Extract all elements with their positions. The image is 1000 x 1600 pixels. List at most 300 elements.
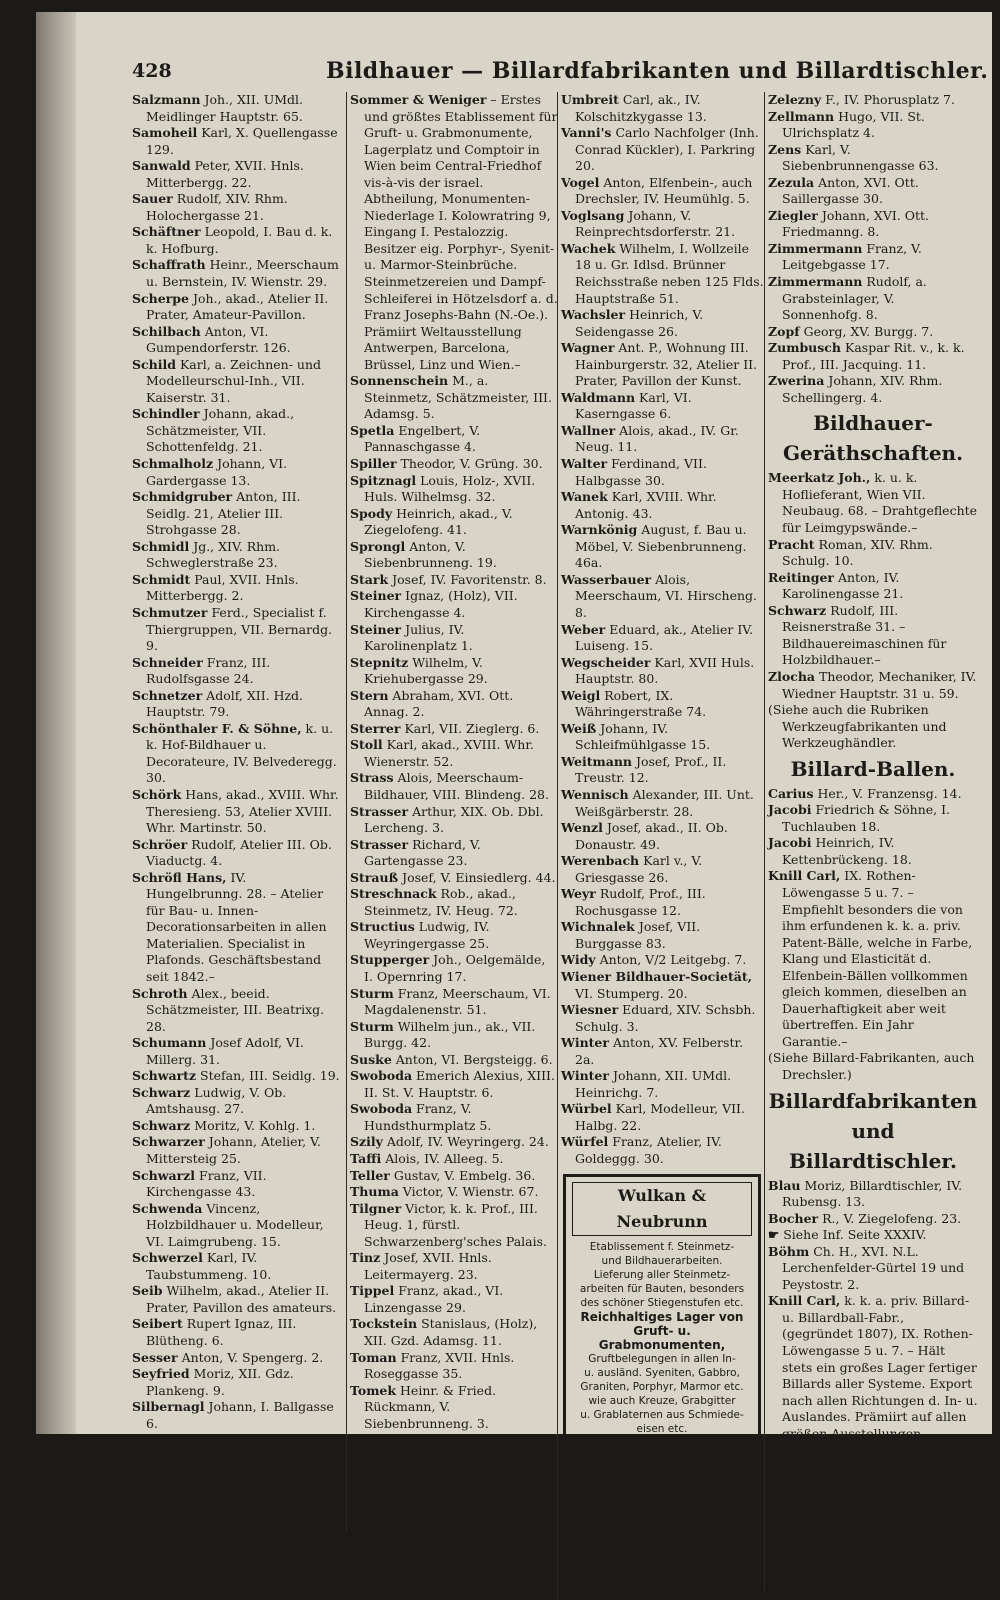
entry-text: Rudolf, III. Reisnerstraße 31. – Bildhauereimaschinen für Holzbildhauer.– <box>782 602 947 668</box>
directory-entry <box>561 423 765 456</box>
running-head: Bildhauer — Billardfabrikanten und Billardtischler. <box>326 58 989 84</box>
entry-text: Johann, akad., Schätzmeister, VII. Schottenfeldg. 21. <box>146 406 295 455</box>
entry-text: Karl v., V. Griesgasse 26. <box>575 853 703 885</box>
entry-name: Salzmann <box>132 92 201 107</box>
directory-entry <box>768 537 978 570</box>
entry-text: Johann, XII. Wnz. Pfarrg. 20. <box>364 1432 520 1464</box>
entry-text: Engelbert, V. Pannaschgasse 4. <box>364 422 481 455</box>
section-heading: Billardfabrikanten und Billardtischler. <box>768 1088 978 1173</box>
directory-entry <box>768 109 978 142</box>
entry-name: Schäftner <box>132 224 201 240</box>
entry-name: Sprongl <box>350 538 406 554</box>
entry-name: Sauer <box>132 191 173 207</box>
entry-text: Louis, Holz-, XVII. Huls. Wilhelmsg. 32. <box>364 472 536 505</box>
entry-name: Schwerzel <box>132 1250 203 1266</box>
directory-entry <box>132 1035 342 1068</box>
entry-text: Karl, a. Zeichnen- und Modelleurschul-Inh., VII. Kaiserstr. 31. <box>146 356 321 405</box>
advertisement-line: Wien XI/1 Ausser der <box>591 1435 733 1450</box>
directory-entry <box>561 175 765 208</box>
entry-text: Paul, XVII. Hnls. Mitterbergg. 2. <box>146 571 299 604</box>
directory-entry <box>132 357 342 407</box>
entry-name: Meerkatz Joh., <box>768 470 871 486</box>
entry-text: Ch. H., XVI. N.L. Lerchenfelder-Gürtel 19 und Peystostr. 2. <box>782 1243 965 1292</box>
entry-text: Jg., XIV. Rhm. Schweglerstraße 23. <box>146 538 281 571</box>
directory-entry <box>132 1366 342 1399</box>
directory-entry <box>132 688 342 721</box>
entry-text: Friedrich & Söhne, I. Tuchlauben 18. <box>782 802 951 834</box>
directory-entry <box>350 1052 558 1069</box>
entry-text: Alex., beeid. Schätzmeister, III. Beatrixg. 28. <box>146 985 325 1034</box>
directory-entry <box>132 655 342 688</box>
entry-name: Swoboda <box>350 1101 413 1117</box>
entry-name: Schild <box>132 356 176 372</box>
directory-entry <box>350 1134 558 1151</box>
entry-text: Emerich Alexius, XIII. II. St. V. Hauptstr. 6. <box>364 1068 555 1100</box>
entry-text: Franz, V. Hundsthurmplatz 5. <box>364 1101 492 1133</box>
entry-name: Steiner <box>350 588 402 604</box>
entry-name: Seib <box>132 1283 163 1299</box>
entry-name: Sturm <box>350 985 394 1001</box>
advertisement-line: Etablissement f. Steinmetz- <box>589 1240 735 1253</box>
entry-name: Schwarzl <box>132 1167 196 1183</box>
entry-text: Franz, V. Leitgebgasse 17. <box>782 240 922 273</box>
directory-entry <box>350 804 558 837</box>
directory-entry <box>350 737 558 770</box>
entry-text: Karl, VI. Kaserngasse 6. <box>575 389 692 422</box>
advertisement-line: Lieferung aller Steinmetz- <box>593 1268 731 1281</box>
directory-entry <box>350 919 558 952</box>
directory-entry <box>768 92 978 109</box>
entry-text: (Siehe Billard-Fabrikanten, auch Drechsler.) <box>768 1050 975 1082</box>
entry-text: Josef, Prof., II. Treustr. 12. <box>575 753 727 786</box>
directory-entry <box>132 456 342 489</box>
advertisement-title: Wulkan & Neubrunn <box>572 1182 752 1236</box>
entry-name: Steiner <box>350 621 402 637</box>
entry-name: Schmalholz <box>132 456 214 472</box>
entry-text: Johann, VI. Gardergasse 13. <box>146 456 288 488</box>
directory-entry <box>132 291 342 324</box>
entry-text: Franz, VII. Kirchengasse 43. <box>146 1167 267 1200</box>
entry-text: Karl, Modelleur, VII. Halbg. 22. <box>575 1101 745 1133</box>
entry-text: Franz, XVII. Hnls. Roseggasse 35. <box>364 1349 515 1382</box>
entry-text: Karl, XVIII. Whr. Antonig. 43. <box>575 489 717 521</box>
entry-text: Anton, V. Unt. Bräuhausgasse 48. <box>146 1465 267 1497</box>
directory-entry <box>561 125 765 175</box>
entry-name: Productiv-Genossenschaft <box>768 1508 951 1524</box>
entry-text: M., a. Steinmetz, Schätzmeister, III. Adamsg. 5. <box>364 373 552 422</box>
entry-text: Carlo Nachfolger (Inh. Conrad Kückler), I. Parkring 20. <box>575 125 759 174</box>
entry-name: Tomek <box>350 1382 397 1398</box>
directory-entry <box>132 539 342 572</box>
column-4-entries <box>768 92 978 406</box>
directory-entry <box>350 870 558 887</box>
entry-name: Schaffrath <box>132 257 206 273</box>
entry-name: Weiß <box>561 720 597 736</box>
entry-name: Voglsang <box>561 207 625 223</box>
entry-text: Josef, IV. Favoritenstr. 8. <box>392 571 547 587</box>
directory-entry <box>768 669 978 702</box>
entry-name: Schröer <box>132 836 188 852</box>
entry-text: Vincenz, Holzbildhauer u. Modelleur, VI. Laimgrubeng. 15. <box>146 1200 324 1249</box>
entry-text: Alois, IV. Alleeg. 5. <box>385 1151 504 1166</box>
entry-name: Vogel <box>561 174 600 190</box>
directory-entry <box>768 1211 978 1228</box>
entry-text: Josef Adolf, VI. Millerg. 31. <box>146 1035 304 1067</box>
directory-entry <box>350 1068 558 1101</box>
entry-text: Wilhelm, I. Wollzeile 18 u. Gr. Idlsd. Brünner Reichsstraße neben 125 Flds. Hauptstraße 51. <box>575 240 764 306</box>
directory-entry <box>350 1465 558 1498</box>
entry-name: Strauß <box>350 869 399 885</box>
entry-name: Zellmann <box>768 108 835 124</box>
entry-text: Alexander, III. Unt. Weißgärberstr. 28. <box>575 786 754 819</box>
directory-entry <box>561 1534 765 1567</box>
column-2 <box>346 92 558 1532</box>
entry-name: Spiller <box>350 456 397 472</box>
directory-entry <box>132 837 342 870</box>
entry-name: Wegscheider <box>561 654 651 670</box>
entry-name: Seibert <box>132 1316 183 1332</box>
entry-text: Rob., akad., Steinmetz, IV. Heug. 72. <box>364 886 518 918</box>
directory-entry <box>132 257 342 290</box>
directory-entry <box>132 1168 342 1201</box>
entry-text: Moriz, Billardtischler, IV. Rubensg. 13. <box>782 1177 963 1210</box>
directory-entry <box>768 1244 978 1294</box>
entry-name: Schröfl Hans, <box>132 869 227 885</box>
directory-entry <box>768 786 978 803</box>
entry-name: Walter <box>561 456 608 472</box>
entry-text: Rudolf, Prof., III. Rochusgasse 12. <box>575 886 706 918</box>
directory-entry <box>132 406 342 456</box>
entry-name: Swoboda <box>350 1068 413 1084</box>
directory-entry <box>350 423 558 456</box>
entry-name: Schneider <box>132 654 203 670</box>
entry-name: Werenbach <box>561 853 640 869</box>
entry-text: Franz, III. Rudolfsgasse 24. <box>146 654 271 687</box>
entry-name: Wenzl <box>561 820 603 836</box>
entry-name: Wanek <box>561 489 608 505</box>
entry-text: Anton, V/2 Leitgebg. 7. <box>599 952 747 968</box>
directory-entry <box>561 721 765 754</box>
entry-name: Würfel <box>561 1134 609 1150</box>
book-binding-shadow <box>36 12 76 1434</box>
entry-name: Spitznagl <box>350 472 417 488</box>
entry-name: Teller <box>350 1167 390 1183</box>
entry-name: Scherpe <box>132 290 189 306</box>
directory-entry <box>561 820 765 853</box>
entry-text: Gebhart, X. Quelleng. 145. <box>146 1564 314 1597</box>
directory-entry <box>561 307 765 340</box>
entry-text: Josef, V. Einsiedlerg. 44. <box>402 869 556 885</box>
advertisement-line: arbeiten für Bauten, besonders <box>579 1282 745 1295</box>
entry-name: Bocher <box>768 1210 819 1226</box>
directory-entry <box>350 1184 558 1201</box>
directory-entry <box>561 622 765 655</box>
directory-entry <box>561 390 765 423</box>
entry-name: Schumann <box>132 1035 207 1051</box>
entry-text: für Möbel-, Bau- und Billardtischlerei, reg. Genoss. m. unbeschr. Haftung, V. Griesg. 30. <box>782 1508 974 1590</box>
entry-text: Ferd., Specialist f. Thiergruppen, VII. Bernardg. 9. <box>146 604 333 654</box>
entry-text: Rupert Ignaz, III. Blütheng. 6. <box>146 1316 297 1349</box>
directory-entry <box>132 191 342 224</box>
entry-name: Schmidgruber <box>132 489 233 505</box>
directory-entry <box>561 456 765 489</box>
entry-name: Stepnitz <box>350 654 409 670</box>
entry-name: Silbernagl <box>132 1399 205 1415</box>
entry-text: Joh., Oelgemälde, I. Opernring 17. <box>364 952 546 984</box>
entry-text: Franz, Atelier, IV. Weyringerg. 24. <box>146 1498 298 1531</box>
directory-entry <box>768 570 978 603</box>
entry-text: Eduard, XIV. Schsbh. Schulg. 3. <box>575 1002 756 1034</box>
entry-text: Johann, I. Ballgasse 6. <box>146 1399 334 1431</box>
entry-text: Alois, akad., IV. Gr. Neug. 11. <box>575 422 739 455</box>
entry-text: Hugo, VII. St. Ulrichsplatz 4. <box>782 108 925 141</box>
entry-text: Gustav & Alois, V. Rampersdorfg. 14. <box>364 1498 541 1531</box>
directory-entry <box>350 1498 558 1531</box>
directory-entry <box>132 605 342 655</box>
entry-name: Wiener Bildhauer-Societät, <box>561 968 752 984</box>
entry-text: Heinr. & Fried. Rückmann, V. Siebenbrunneng. 3. <box>364 1382 497 1431</box>
directory-entry <box>561 1002 765 1035</box>
entry-name: Ziegler <box>768 207 818 223</box>
column-3-entries-after <box>561 1534 765 1600</box>
entry-name: Winter <box>561 1068 609 1084</box>
advertisement-line: u. Grablaternen aus Schmiede- <box>580 1408 744 1421</box>
directory-page <box>36 12 992 1599</box>
advertisement-box <box>563 1174 761 1528</box>
entry-name: Spetla <box>350 422 395 438</box>
entry-name: Stern <box>350 687 389 703</box>
entry-text: IX. Rothen-Löwengasse 5 u. 7. – Empfiehlt besonders die von ihm erfundenen k. k. a. priv. Patent-Bälle, welche in Farbe, Klang und Elasticität d. Elfenbein-Bällen vollkommen gleich kommen, dieselben an Dauerhaftigkeit aber weit übertreffen. Ein Jahr Garantie.– <box>782 868 973 1049</box>
entry-text: Johann, V. Reinprechtsdorferstr. 21. <box>575 207 736 240</box>
entry-text: Her., V. Franzensg. 14. <box>817 785 962 801</box>
entry-text: Anton, VI. Bergsteigg. 6. <box>395 1051 553 1067</box>
directory-entry <box>768 1178 978 1211</box>
entry-name: Zwerina <box>768 373 825 389</box>
entry-text: Karl, X. Quellengasse 129. <box>146 125 338 157</box>
entry-text: Karl, akad., XVIII. Whr. Wienerstr. 52. <box>364 737 534 769</box>
entry-text: Karl, IV. Taubstummeng. 10. <box>146 1250 272 1282</box>
entry-text: – Erstes und größtes Etablissement für Gruft- u. Grabmonumente, Lagerplatz und Comptoir in Wien beim Central-Friedhof vis-à-vis der israel. Abtheilung, Monumenten-Niederlage I. Kolowratring 9, Eingang I. Pestalozzig. Besitzer eig. Porphyr-, Syenit- u. Marmor-Steinbrüche. Steinmetzereien und Dampf-Schleiferei in Hötzelsdorf a. d. Franz Josephs-Bahn (N.-Oe.). Prämiirt Weltausstellung Antwerpen, Barcelona, Brüssel, Linz und Wien.– <box>364 92 558 372</box>
entry-text: Arthur, XIX. Ob. Dbl. Lercheng. 3. <box>364 803 544 836</box>
entry-text: Anton, III. Seidlg. 21, Atelier III. Strohgasse 28. <box>146 489 301 538</box>
entry-name: Strasser <box>350 836 409 852</box>
directory-entry <box>350 1250 558 1283</box>
directory-entry <box>768 1475 978 1508</box>
directory-entry <box>132 1250 342 1283</box>
directory-entry <box>132 1498 342 1531</box>
entry-name: Vanni's <box>561 125 612 141</box>
entry-text: Robert, IX. Währingerstraße 74. <box>575 687 707 720</box>
entry-name: Schwenda <box>132 1200 203 1216</box>
advertisement-lines <box>572 1240 752 1520</box>
entry-text: Theodor, Mechaniker, IV. Wiedner Hauptstr. 31 u. 59. <box>782 668 977 701</box>
directory-entry <box>561 787 765 820</box>
directory-entry <box>768 470 978 536</box>
directory-entry <box>350 886 558 919</box>
entry-text: Carl, ak., IV. Kolschitzkygasse 13. <box>575 92 707 124</box>
entry-text: Johann, XVI. Ott. Friedmanng. 8. <box>782 207 930 240</box>
entry-name: Zdobinsky <box>561 1566 633 1582</box>
directory-entry <box>132 324 342 357</box>
entry-text: Peter, XVII. Hnls. Mitterbergg. 22. <box>146 158 304 190</box>
directory-entry <box>561 754 765 787</box>
directory-entry <box>132 125 342 158</box>
entry-name: Sesser <box>132 1349 178 1365</box>
entry-text: Franz, Atelier, IV. Goldeggg. 30. <box>575 1134 722 1166</box>
entry-name: Wachsler <box>561 307 626 323</box>
entry-text: Anton, XVI. Ott. Saillergasse 30. <box>782 174 919 207</box>
directory-entry <box>768 241 978 274</box>
entry-name: Lichtenberg <box>768 1442 854 1458</box>
directory-entry <box>350 539 558 572</box>
entry-name: Taffi <box>350 1151 382 1166</box>
directory-entry <box>768 1050 978 1083</box>
directory-entry <box>132 1565 342 1598</box>
directory-entry <box>561 572 765 622</box>
directory-entry <box>132 787 342 837</box>
entry-name: ☛ <box>768 1227 780 1243</box>
directory-entry <box>561 92 765 125</box>
entry-text: Johann, XII. UMdl. Heinrichg. 7. <box>575 1068 732 1100</box>
advertisement-line: Postsparcassen-Conto 826,030. <box>586 1491 738 1520</box>
entry-name: Strasser <box>350 803 409 819</box>
advertisement-line: Gruftbelegungen in allen In- <box>588 1352 736 1365</box>
entry-name: Wachek <box>561 240 616 256</box>
directory-entry <box>561 340 765 390</box>
directory-entry <box>350 986 558 1019</box>
entry-name: Sterrer <box>350 720 401 736</box>
directory-entry <box>132 1201 342 1251</box>
entry-name: Schmutzer <box>132 604 208 620</box>
entry-text: Rudolf, XIV. Rhm. Holochergasse 21. <box>146 191 288 223</box>
directory-entry <box>561 853 765 886</box>
entry-name: Structius <box>350 919 415 935</box>
entry-name: Schwarz <box>132 1117 191 1133</box>
directory-entry <box>132 1532 342 1565</box>
entry-text: Joh., XII. UMdl. Meidlinger Hauptstr. 65. <box>146 92 304 124</box>
entry-text: Ludwig, IV. Weyringergasse 25. <box>364 919 490 951</box>
section-entries <box>768 470 978 751</box>
entry-name: Weitmann <box>561 753 632 769</box>
entry-text: k. u. k. Hof-Bildhauer u. Decorateure, IV. Belvederegg. 30. <box>146 720 337 786</box>
directory-entry <box>132 1118 342 1135</box>
entry-text: Karl, XVII Huls. Hauptstr. 80. <box>575 654 755 687</box>
directory-entry <box>561 1134 765 1167</box>
directory-entry <box>768 868 978 1050</box>
entry-text: Ferd., Prof., VII. Sigmundsg. 10. <box>146 1531 294 1564</box>
directory-entry <box>132 572 342 605</box>
entry-text: Rudolf, a. Grabsteinlager, V. Sonnenhofg. 8. <box>782 274 927 323</box>
entry-name: Zajradnik <box>561 1533 629 1549</box>
advertisement-line: (Anfang der Simmeringer Hauptstrasse.) <box>595 1464 729 1491</box>
directory-entry <box>561 969 765 1002</box>
directory-entry <box>132 1399 342 1432</box>
directory-entry <box>768 1293 978 1442</box>
entry-text: Moritz, V. Kohlg. 1. <box>194 1117 316 1133</box>
directory-entry <box>350 688 558 721</box>
entry-name: Schwarz <box>768 602 827 618</box>
directory-entry <box>768 340 978 373</box>
page-number: 428 <box>132 60 172 82</box>
directory-entry <box>350 92 558 373</box>
advertisement-line: St. Marxer-Linie. <box>605 1449 719 1464</box>
entry-name: Jacobi <box>768 802 812 818</box>
entry-name: Winter <box>561 1035 609 1051</box>
entry-text: Siehe Inf. Seite XXXIV. <box>783 1227 927 1243</box>
entry-text: Victor, k. k. Prof., III. Heug. 1, fürstl. Schwarzenberg'sches Palais. <box>364 1200 547 1249</box>
entry-name: Schindler <box>132 406 200 422</box>
directory-entry <box>132 1134 342 1167</box>
directory-entry <box>561 886 765 919</box>
entry-name: Tronchetti <box>350 1498 424 1514</box>
entry-name: Warnkönig <box>561 522 638 538</box>
entry-text: Franz, akad., III. Am Heumarkt 9. <box>575 1533 764 1566</box>
entry-text: Heinrich, V. Seidengasse 26. <box>575 307 704 339</box>
directory-entry <box>768 1227 978 1244</box>
entry-text: Josef, akad., II. Ob. Donaustr. 49. <box>575 820 728 852</box>
entry-text: Stefan, III. Seidlg. 19. <box>200 1068 340 1084</box>
entry-name: Stoll <box>350 737 383 753</box>
directory-entry <box>350 770 558 803</box>
entry-name: Schmidt <box>132 571 191 587</box>
directory-entry <box>350 572 558 589</box>
directory-entry <box>350 373 558 423</box>
entry-name: Schönthaler F. & Söhne, <box>132 720 302 736</box>
entry-name: Samoheil <box>132 125 198 141</box>
entry-text: Joh., akad., Atelier II. Prater, Amateur-Pavillon. <box>146 290 329 323</box>
entry-name: Weigl <box>561 687 601 703</box>
advertisement-line: und Bildhauerarbeiten. <box>601 1254 723 1267</box>
section-heading: Billard-Ballen. <box>790 756 956 781</box>
entry-name: Schwarzer <box>132 1134 205 1150</box>
entry-name: Zelezny <box>768 92 822 107</box>
directory-entry <box>350 506 558 539</box>
directory-entry <box>132 986 342 1036</box>
directory-entry <box>768 835 978 868</box>
entry-text: Georg, XV. Burgg. 7. <box>803 323 934 339</box>
entry-text: Karl, V. Siebenbrunnengasse 63. <box>782 141 939 174</box>
entry-name: Carius <box>768 785 814 801</box>
directory-entry <box>132 1068 342 1085</box>
section-heading: Bildhauer-Geräthschaften. <box>782 411 964 466</box>
directory-entry <box>561 522 765 572</box>
entry-name: Schnetzer <box>132 687 203 703</box>
advertisement-line: Gruft- u. Grabmonumenten, <box>598 1323 726 1352</box>
entry-text: Franz, akad., VI. Linzengasse 29. <box>364 1283 504 1315</box>
directory-entry <box>768 175 978 208</box>
entry-text: Franz, VIII. Florianigasse 46. <box>782 1475 892 1507</box>
entry-name: Slanetz <box>132 1498 184 1514</box>
entry-text: Alois, Meerschaum, VI. Hirscheng. 8. <box>575 571 758 620</box>
entry-name: Zens <box>768 141 802 157</box>
entry-name: Slach <box>132 1465 171 1481</box>
entry-text: Richard, V. Gartengasse 23. <box>364 836 481 869</box>
entry-text: Anton, Elfenbein-, auch Drechsler, IV. Heumühlg. 5. <box>575 174 753 207</box>
directory-entry <box>132 1283 342 1316</box>
directory-entry <box>132 158 342 191</box>
directory-entry <box>350 622 558 655</box>
entry-text: Johann, V. Gartengasse 23. <box>782 1442 920 1474</box>
directory-entry <box>350 1201 558 1251</box>
column-4 <box>764 92 978 1591</box>
entry-name: Thuma <box>350 1184 399 1200</box>
directory-entry <box>768 373 978 406</box>
entry-name: Spody <box>350 505 393 521</box>
directory-entry <box>350 655 558 688</box>
entry-name: Seyfried <box>132 1366 190 1382</box>
entry-name: Wagner <box>561 340 615 356</box>
directory-entry <box>350 588 558 621</box>
